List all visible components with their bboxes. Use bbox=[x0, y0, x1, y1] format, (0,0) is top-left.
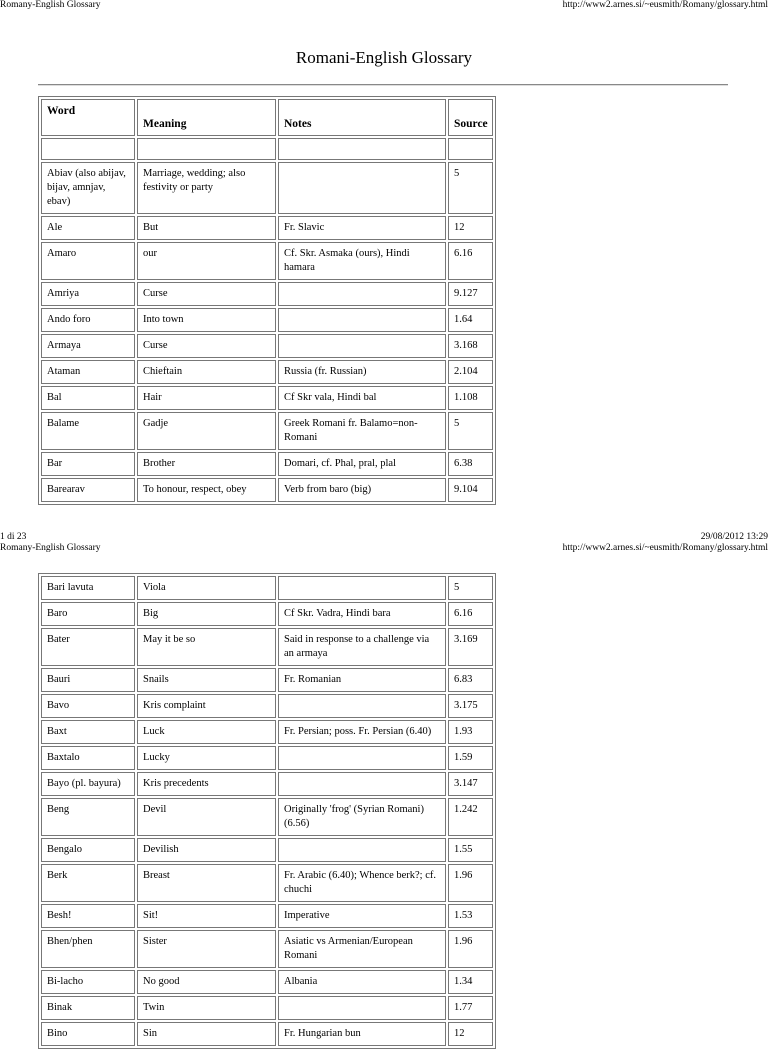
cell-word: Bavo bbox=[41, 694, 135, 718]
cell-source: 3.147 bbox=[448, 772, 493, 796]
cell-notes: Imperative bbox=[278, 904, 446, 928]
cell-source bbox=[448, 138, 493, 160]
column-header-meaning: Meaning bbox=[137, 99, 276, 136]
cell-word: Baxtalo bbox=[41, 746, 135, 770]
column-header-notes: Notes bbox=[278, 99, 446, 136]
cell-meaning: Big bbox=[137, 602, 276, 626]
cell-meaning: Viola bbox=[137, 576, 276, 600]
page-footer-datetime: 29/08/2012 13:29 bbox=[700, 532, 768, 542]
cell-notes: Fr. Hungarian bun bbox=[278, 1022, 446, 1046]
table-row bbox=[41, 138, 493, 160]
page-title: Romani-English Glossary bbox=[295, 48, 473, 67]
cell-notes bbox=[278, 772, 446, 796]
cell-source: 1.242 bbox=[448, 798, 493, 836]
cell-meaning: Lucky bbox=[137, 746, 276, 770]
cell-word: Bar bbox=[41, 452, 135, 476]
cell-notes bbox=[278, 996, 446, 1020]
cell-word: Bino bbox=[41, 1022, 135, 1046]
table-row bbox=[41, 904, 493, 928]
table-row bbox=[41, 930, 493, 968]
cell-notes: Verb from baro (big) bbox=[278, 478, 446, 502]
cell-word: Ando foro bbox=[41, 308, 135, 332]
cell-notes: Domari, cf. Phal, pral, plal bbox=[278, 452, 446, 476]
cell-word: Bi-lacho bbox=[41, 970, 135, 994]
table-row bbox=[41, 996, 493, 1020]
cell-word: Bhen/phen bbox=[41, 930, 135, 968]
page-header-title: Romany-English Glossary bbox=[0, 0, 101, 10]
cell-word: Ataman bbox=[41, 360, 135, 384]
cell-meaning: our bbox=[137, 242, 276, 280]
cell-notes bbox=[278, 308, 446, 332]
cell-source: 1.77 bbox=[448, 996, 493, 1020]
table-row bbox=[41, 162, 493, 214]
cell-notes bbox=[278, 746, 446, 770]
table-row bbox=[41, 746, 493, 770]
cell-notes bbox=[278, 334, 446, 358]
table-row bbox=[41, 864, 493, 902]
cell-notes bbox=[278, 576, 446, 600]
table-row bbox=[41, 576, 493, 600]
cell-meaning: Marriage, wedding; also festivity or party bbox=[137, 162, 276, 214]
cell-meaning: Devilish bbox=[137, 838, 276, 862]
table-row bbox=[41, 838, 493, 862]
cell-meaning: Sin bbox=[137, 1022, 276, 1046]
page-header-url: http://www2.arnes.si/~eusmith/Romany/glossary.html bbox=[562, 0, 768, 10]
cell-source: 6.16 bbox=[448, 242, 493, 280]
page-1 bbox=[0, 0, 768, 495]
cell-source: 6.83 bbox=[448, 668, 493, 692]
cell-meaning: Kris complaint bbox=[137, 694, 276, 718]
cell-source: 2.104 bbox=[448, 360, 493, 384]
cell-notes bbox=[278, 138, 446, 160]
cell-word: Bari lavuta bbox=[41, 576, 135, 600]
cell-word: Besh! bbox=[41, 904, 135, 928]
page-2 bbox=[0, 572, 768, 1039]
cell-source: 5 bbox=[448, 162, 493, 214]
cell-meaning: Devil bbox=[137, 798, 276, 836]
cell-word: Bengalo bbox=[41, 838, 135, 862]
table-row bbox=[41, 668, 493, 692]
cell-word: Bauri bbox=[41, 668, 135, 692]
cell-meaning: Brother bbox=[137, 452, 276, 476]
cell-meaning: No good bbox=[137, 970, 276, 994]
table-row bbox=[41, 798, 493, 836]
cell-notes: Originally 'frog' (Syrian Romani) (6.56) bbox=[278, 798, 446, 836]
table-row bbox=[41, 478, 493, 502]
cell-source: 12 bbox=[448, 216, 493, 240]
page2-header-url: http://www2.arnes.si/~eusmith/Romany/glossary.html bbox=[562, 543, 768, 553]
cell-source: 6.38 bbox=[448, 452, 493, 476]
cell-meaning: Sister bbox=[137, 930, 276, 968]
cell-source: 3.175 bbox=[448, 694, 493, 718]
cell-notes: Fr. Romanian bbox=[278, 668, 446, 692]
cell-notes bbox=[278, 838, 446, 862]
cell-source: 1.96 bbox=[448, 930, 493, 968]
cell-notes bbox=[278, 282, 446, 306]
cell-notes bbox=[278, 162, 446, 214]
table-row bbox=[41, 772, 493, 796]
cell-word: Abiav (also abijav, bijav, amnjav, ebav) bbox=[41, 162, 135, 214]
glossary-table-continued bbox=[38, 573, 496, 1049]
cell-word: Ale bbox=[41, 216, 135, 240]
cell-meaning bbox=[137, 138, 276, 160]
cell-meaning: May it be so bbox=[137, 628, 276, 666]
cell-meaning: Breast bbox=[137, 864, 276, 902]
cell-meaning: Sit! bbox=[137, 904, 276, 928]
cell-word bbox=[41, 138, 135, 160]
table-row bbox=[41, 628, 493, 666]
cell-source: 9.104 bbox=[448, 478, 493, 502]
cell-source: 1.108 bbox=[448, 386, 493, 410]
cell-meaning: Twin bbox=[137, 996, 276, 1020]
page-footer-page-number: 1 di 23 bbox=[0, 532, 27, 542]
cell-notes: Fr. Arabic (6.40); Whence berk?; cf. chuchi bbox=[278, 864, 446, 902]
cell-source: 9.127 bbox=[448, 282, 493, 306]
cell-source: 1.53 bbox=[448, 904, 493, 928]
table-row bbox=[41, 216, 493, 240]
column-header-word: Word bbox=[41, 99, 135, 136]
cell-notes: Albania bbox=[278, 970, 446, 994]
table-row bbox=[41, 1022, 493, 1046]
cell-word: Barearav bbox=[41, 478, 135, 502]
cell-word: Bayo (pl. bayura) bbox=[41, 772, 135, 796]
cell-word: Baro bbox=[41, 602, 135, 626]
cell-notes: Fr. Persian; poss. Fr. Persian (6.40) bbox=[278, 720, 446, 744]
cell-source: 3.168 bbox=[448, 334, 493, 358]
cell-source: 6.16 bbox=[448, 602, 493, 626]
table-header-row bbox=[41, 99, 493, 136]
table-row bbox=[41, 694, 493, 718]
cell-notes bbox=[278, 694, 446, 718]
table-row bbox=[41, 602, 493, 626]
cell-word: Amriya bbox=[41, 282, 135, 306]
cell-source: 5 bbox=[448, 576, 493, 600]
cell-meaning: Snails bbox=[137, 668, 276, 692]
cell-meaning: To honour, respect, obey bbox=[137, 478, 276, 502]
cell-word: Baxt bbox=[41, 720, 135, 744]
cell-notes: Cf Skr. Vadra, Hindi bara bbox=[278, 602, 446, 626]
page2-header-title: Romany-English Glossary bbox=[0, 543, 101, 553]
table-row bbox=[41, 386, 493, 410]
cell-source: 12 bbox=[448, 1022, 493, 1046]
cell-source: 1.64 bbox=[448, 308, 493, 332]
cell-notes: Cf Skr vala, Hindi bal bbox=[278, 386, 446, 410]
cell-source: 1.96 bbox=[448, 864, 493, 902]
table-row bbox=[41, 412, 493, 450]
cell-source: 1.93 bbox=[448, 720, 493, 744]
cell-meaning: Kris precedents bbox=[137, 772, 276, 796]
cell-meaning: But bbox=[137, 216, 276, 240]
cell-notes: Greek Romani fr. Balamo=non-Romani bbox=[278, 412, 446, 450]
table-row bbox=[41, 334, 493, 358]
cell-notes: Cf. Skr. Asmaka (ours), Hindi hamara bbox=[278, 242, 446, 280]
cell-meaning: Luck bbox=[137, 720, 276, 744]
table-row bbox=[41, 242, 493, 280]
cell-meaning: Hair bbox=[137, 386, 276, 410]
cell-source: 3.169 bbox=[448, 628, 493, 666]
cell-source: 1.55 bbox=[448, 838, 493, 862]
cell-source: 1.59 bbox=[448, 746, 493, 770]
cell-notes: Said in response to a challenge via an armaya bbox=[278, 628, 446, 666]
cell-meaning: Curse bbox=[137, 282, 276, 306]
cell-word: Bal bbox=[41, 386, 135, 410]
title-divider bbox=[38, 84, 728, 86]
cell-word: Berk bbox=[41, 864, 135, 902]
cell-notes: Fr. Slavic bbox=[278, 216, 446, 240]
cell-word: Beng bbox=[41, 798, 135, 836]
table-row bbox=[41, 308, 493, 332]
cell-word: Armaya bbox=[41, 334, 135, 358]
cell-word: Balame bbox=[41, 412, 135, 450]
column-header-source: Source bbox=[448, 99, 493, 136]
table-row bbox=[41, 360, 493, 384]
cell-word: Bater bbox=[41, 628, 135, 666]
cell-word: Binak bbox=[41, 996, 135, 1020]
table-row bbox=[41, 970, 493, 994]
cell-meaning: Chieftain bbox=[137, 360, 276, 384]
glossary-table bbox=[38, 96, 496, 505]
cell-source: 5 bbox=[448, 412, 493, 450]
cell-source: 1.34 bbox=[448, 970, 493, 994]
table-row bbox=[41, 720, 493, 744]
table-row bbox=[41, 282, 493, 306]
cell-meaning: Into town bbox=[137, 308, 276, 332]
cell-meaning: Curse bbox=[137, 334, 276, 358]
cell-notes: Asiatic vs Armenian/European Romani bbox=[278, 930, 446, 968]
cell-meaning: Gadje bbox=[137, 412, 276, 450]
table-row bbox=[41, 452, 493, 476]
cell-notes: Russia (fr. Russian) bbox=[278, 360, 446, 384]
cell-word: Amaro bbox=[41, 242, 135, 280]
